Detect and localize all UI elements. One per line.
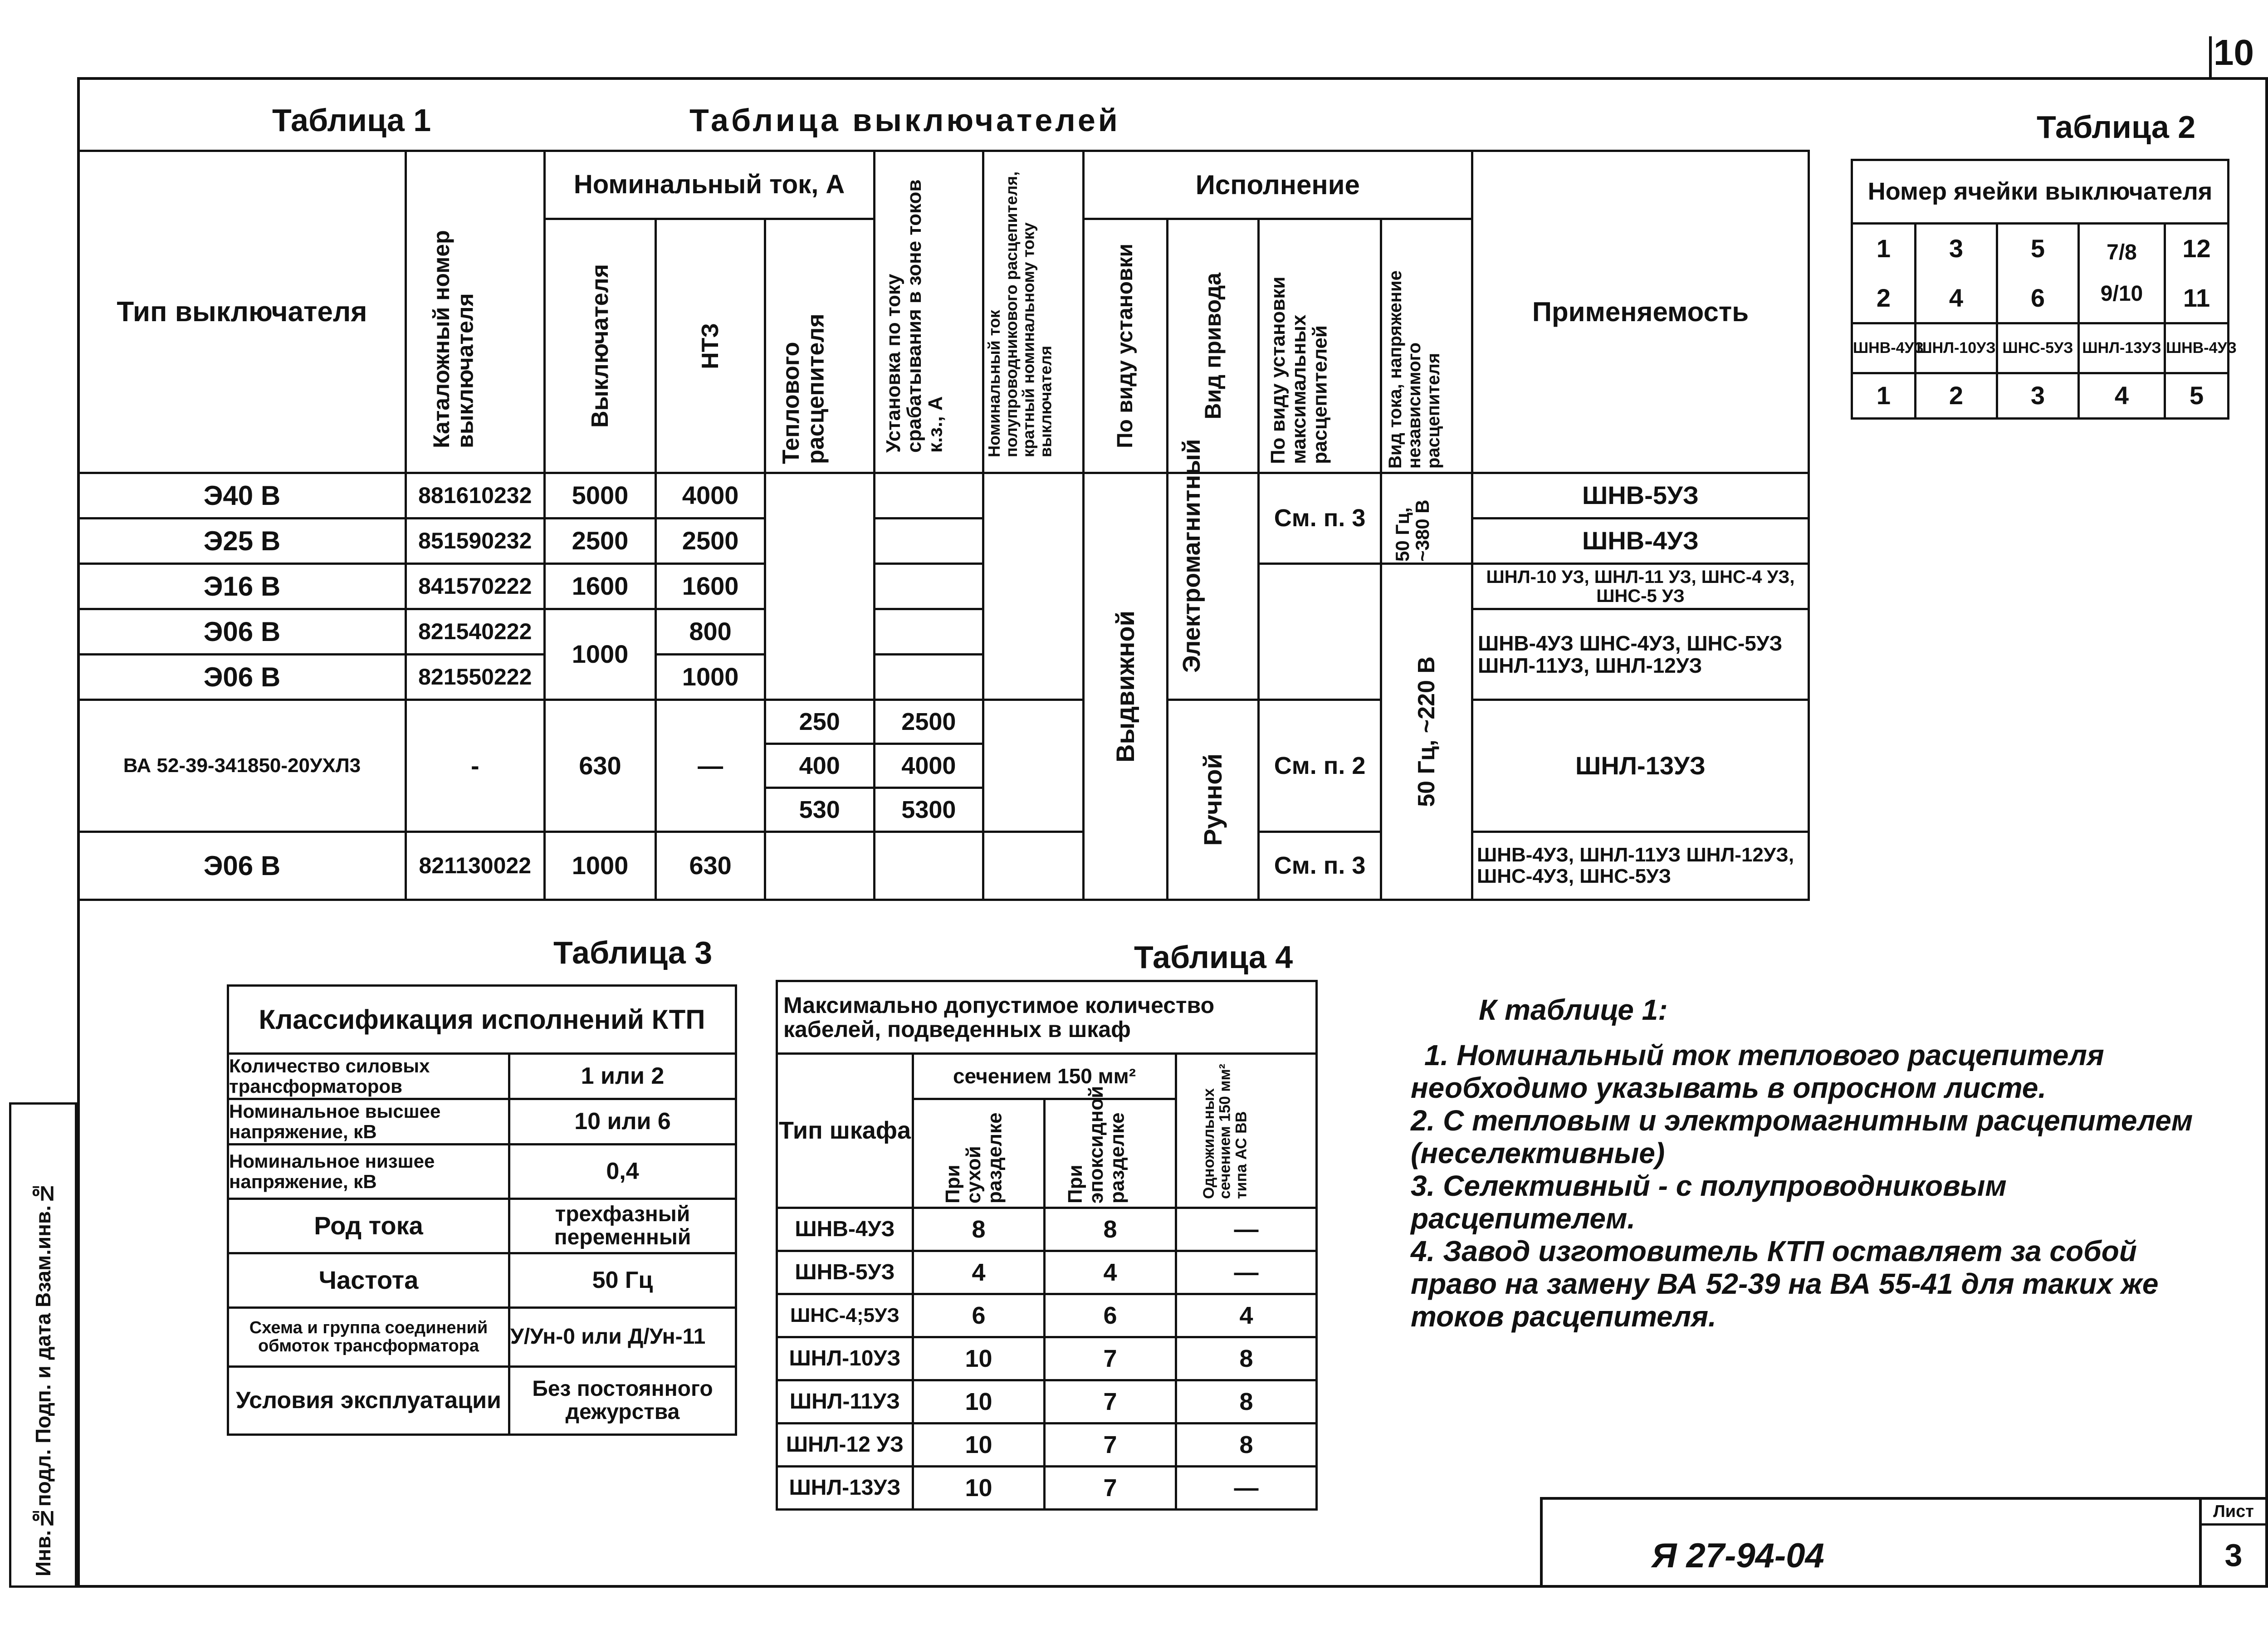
- table2-title: Таблица 2: [2037, 109, 2196, 145]
- t4-row-type: ШНЛ-10УЗ: [777, 1337, 913, 1380]
- t1-row6-ktz: —: [656, 700, 765, 832]
- t1-row2-use: ШНВ-4УЗ: [1472, 519, 1809, 564]
- t1-header-type: Тип выключателя: [78, 151, 406, 473]
- t1-row2-setting: [874, 519, 983, 564]
- t4-row-single: —: [1176, 1251, 1317, 1294]
- sheet-label: Лист: [2202, 1500, 2265, 1526]
- t4-row-type: ШНВ-5УЗ: [777, 1251, 913, 1294]
- t1-header-catalog: Каталожный номер выключателя: [406, 151, 544, 473]
- t1-header-max-release: По виду установки максимальных расцепителей: [1258, 219, 1381, 473]
- t4-row-type: ШНЛ-13УЗ: [777, 1467, 913, 1510]
- t4-row-single: 8: [1176, 1380, 1317, 1424]
- t1-row6-use: ШНЛ-13УЗ: [1472, 700, 1809, 832]
- t1-row6-catalog: -: [406, 700, 544, 832]
- page-number-tick: [2209, 36, 2212, 77]
- t1-row4-type: Э06 В: [78, 609, 406, 655]
- note-line: расцепителем.: [1411, 1202, 1636, 1235]
- t1-volt1: 50 Гц, ~380 В: [1381, 473, 1472, 564]
- note-line: 1. Номинальный ток теплового расцепителя: [1424, 1039, 2104, 1071]
- t3-row-value: Без постоянного дежурства: [509, 1367, 736, 1435]
- t1-see3b: См. п. 3: [1258, 832, 1381, 900]
- t1-row1-ktz: 4000: [656, 473, 765, 519]
- t2-cell-2: 3 4: [1916, 224, 1997, 323]
- t1-header-thermal: Теплового расцепителя: [765, 219, 874, 473]
- t4-row-single: —: [1176, 1208, 1317, 1251]
- t1-drive-manual: Ручной: [1168, 700, 1259, 900]
- t4-row-single: —: [1176, 1467, 1317, 1510]
- t1-row4-breaker: 1000: [544, 609, 656, 700]
- t1-row3-catalog: 841570222: [406, 564, 544, 609]
- t1-thermal-530: 530: [799, 796, 840, 823]
- t4-header: Максимально допустимое количество кабелей, подведенных в шкаф: [777, 981, 1317, 1054]
- t1-row7-ktz: 630: [656, 832, 765, 900]
- t3-row-value: 50 Гц: [509, 1253, 736, 1308]
- t1-row1-breaker: 5000: [544, 473, 656, 519]
- t1-header-use: Применяемость: [1472, 151, 1809, 473]
- t4-row-type: ШНС-4;5УЗ: [777, 1294, 913, 1337]
- t3-row-key: Род тока: [228, 1199, 509, 1253]
- t4-col-epoxy: При эпоксидной разделке: [1045, 1099, 1176, 1208]
- t1-header-nominal: Номинальный ток, А: [544, 151, 874, 219]
- t1-row2-breaker: 2500: [544, 519, 656, 564]
- t2-cell-3: 5 6: [1997, 224, 2079, 323]
- t3-row-value: 1 или 2: [509, 1054, 736, 1099]
- t2-num-1: 1: [1852, 373, 1916, 419]
- t4-col-section: сечением 150 мм²: [913, 1054, 1176, 1099]
- t2-num-3: 3: [1997, 373, 2079, 419]
- t1-ratio-empty: [983, 473, 1084, 700]
- table4-title: Таблица 4: [1134, 939, 1293, 975]
- t2-cell-4: 7/8 9/10: [2079, 224, 2165, 323]
- t4-col-type: Тип шкафа: [777, 1054, 913, 1208]
- t3-row-key: Количество силовых трансформаторов: [228, 1054, 509, 1099]
- t2-num-4: 4: [2079, 373, 2165, 419]
- t1-row6-type: ВА 52-39-341850-20УХЛ3: [78, 700, 406, 832]
- t4-col-single: Одножильных сечением 150 мм² типа АС ВВ: [1176, 1054, 1317, 1208]
- t1-see3a: См. п. 3: [1258, 473, 1381, 564]
- t4-row-epoxy: 7: [1045, 1424, 1176, 1467]
- t1-row1-type: Э40 В: [78, 473, 406, 519]
- notes-title: К таблице 1:: [1479, 993, 1668, 1026]
- t3-header: Классификация исполнений КТП: [228, 986, 736, 1054]
- t1-see2: См. п. 2: [1258, 700, 1381, 832]
- t4-row-epoxy: 4: [1045, 1251, 1176, 1294]
- note-line: необходимо указывать в опросном листе.: [1411, 1071, 2047, 1104]
- t4-row-type: ШНЛ-12 УЗ: [777, 1424, 913, 1467]
- t1-row4-ktz: 800: [656, 609, 765, 655]
- t1-volt2: 50 Гц, ~220 В: [1381, 564, 1472, 900]
- t1-setting-2500: 2500: [875, 701, 982, 745]
- t2-cell-5: 12 11: [2165, 224, 2229, 323]
- t1-row7-setting: [874, 832, 983, 900]
- t4-row-dry: 10: [913, 1424, 1045, 1467]
- t1-header-setting: Установка по току срабатывания в зоне токов к.з., А: [874, 151, 983, 473]
- t1-thermal-empty: [765, 473, 874, 700]
- t1-row1-use: ШНВ-5УЗ: [1472, 473, 1809, 519]
- notes-block: [1411, 1039, 2193, 1333]
- t3-row-value: 10 или 6: [509, 1099, 736, 1145]
- t1-row1-catalog: 881610232: [406, 473, 544, 519]
- t1-thermal-250: 250: [766, 701, 873, 745]
- t3-row-value: 0,4: [509, 1145, 736, 1199]
- t4-row-epoxy: 8: [1045, 1208, 1176, 1251]
- t3-row-key: Схема и группа соединений обмоток трансформатора: [228, 1308, 509, 1367]
- t1-row4-use: ШНВ-4УЗ ШНС-4УЗ, ШНС-5УЗ ШНЛ-11УЗ, ШНЛ-12УЗ: [1472, 609, 1809, 700]
- t1-row5-setting: [874, 655, 983, 700]
- t4-row-single: 8: [1176, 1337, 1317, 1380]
- table1-title: Таблица 1: [272, 103, 431, 138]
- t4-row-type: ШНВ-4УЗ: [777, 1208, 913, 1251]
- sheet-box: [2199, 1500, 2265, 1585]
- note-line: 3. Селективный - с полупроводниковым: [1411, 1169, 2007, 1202]
- doc-code: Я 27-94-04: [1652, 1536, 1824, 1575]
- t1-header-execution: Исполнение: [1083, 151, 1472, 219]
- t1-row3-type: Э16 В: [78, 564, 406, 609]
- t1-install-value: Выдвижной: [1083, 473, 1167, 900]
- t3-row-value: трехфазный переменный: [509, 1199, 736, 1253]
- t1-header-ktz: НТЗ: [656, 219, 765, 473]
- t1-row5-catalog: 821550222: [406, 655, 544, 700]
- t1-row5-ktz: 1000: [656, 655, 765, 700]
- page-number: 10: [2214, 32, 2254, 73]
- t4-row-dry: 8: [913, 1208, 1045, 1251]
- t4-row-type: ШНЛ-11УЗ: [777, 1380, 913, 1424]
- t1-row6-ratio: [983, 700, 1084, 832]
- t1-row4-catalog: 821540222: [406, 609, 544, 655]
- note-line: право на замену ВА 52-39 на ВА 55-41 для таких же: [1411, 1267, 2159, 1300]
- t1-row7-ratio: [983, 832, 1084, 900]
- t3-row-value: У/Ун-0 или Д/Ун-11: [509, 1308, 736, 1367]
- t1-row3-use: ШНЛ-10 УЗ, ШНЛ-11 УЗ, ШНС-4 УЗ, ШНС-5 УЗ: [1472, 564, 1809, 609]
- t3-row-key: Условия эксплуатации: [228, 1367, 509, 1435]
- t1-row2-ktz: 2500: [656, 519, 765, 564]
- t1-row7-type: Э06 В: [78, 832, 406, 900]
- side-stamp: Инв.№подл. Подп. и дата Взам.инв.№: [9, 1102, 77, 1588]
- t1-thermal-400: 400: [766, 745, 873, 789]
- t4-row-dry: 10: [913, 1380, 1045, 1424]
- t3-row-key: Номинальное высшее напряжение, кВ: [228, 1099, 509, 1145]
- t1-row3-ktz: 1600: [656, 564, 765, 609]
- t2-type-2: ШНЛ-10УЗ: [1916, 323, 1997, 373]
- title-block: [1540, 1497, 2268, 1588]
- t4-row-epoxy: 7: [1045, 1380, 1176, 1424]
- t1-max-release-empty: [1258, 564, 1381, 700]
- table3: [227, 984, 737, 1436]
- t2-header: Номер ячейки выключателя: [1852, 160, 2229, 224]
- note-line: 2. С тепловым и электромагнитным расцепителем: [1411, 1104, 2193, 1137]
- t1-row2-catalog: 851590232: [406, 519, 544, 564]
- table1: [77, 150, 1810, 901]
- t1-row7-thermal: [765, 832, 874, 900]
- t4-row-dry: 10: [913, 1467, 1045, 1510]
- t4-col-dry: При сухой разделке: [913, 1099, 1045, 1208]
- t1-header-drive: Вид привода: [1168, 219, 1259, 473]
- t1-row1-setting: [874, 473, 983, 519]
- t4-row-epoxy: 7: [1045, 1467, 1176, 1510]
- t4-row-dry: 10: [913, 1337, 1045, 1380]
- t1-row2-type: Э25 В: [78, 519, 406, 564]
- t4-row-single: 8: [1176, 1424, 1317, 1467]
- t2-type-3: ШНС-5УЗ: [1997, 323, 2079, 373]
- t4-row-dry: 6: [913, 1294, 1045, 1337]
- t1-header-ind-release: Вид тока, напряжение независимого расцепителя: [1381, 219, 1472, 473]
- t2-type-1: ШНВ-4УЗ: [1852, 323, 1916, 373]
- t1-row4-setting: [874, 609, 983, 655]
- t1-row6-thermal: [765, 700, 874, 832]
- t1-setting-4000: 4000: [875, 745, 982, 789]
- t1-row6-breaker: 630: [544, 700, 656, 832]
- t2-type-4: ШНЛ-13УЗ: [2079, 323, 2165, 373]
- t1-row7-use: ШНВ-4УЗ, ШНЛ-11УЗ ШНЛ-12УЗ, ШНС-4УЗ, ШНС-5УЗ: [1472, 832, 1809, 900]
- t1-header-breaker: Выключателя: [544, 219, 656, 473]
- t4-row-epoxy: 6: [1045, 1294, 1176, 1337]
- t2-type-5: ШНВ-4УЗ: [2165, 323, 2229, 373]
- t1-row7-catalog: 821130022: [406, 832, 544, 900]
- t2-num-5: 5: [2165, 373, 2229, 419]
- t3-row-key: Номинальное низшее напряжение, кВ: [228, 1145, 509, 1199]
- table3-title: Таблица 3: [553, 935, 713, 970]
- table1-main-title: Таблица выключателей: [689, 103, 1120, 138]
- t2-cell-1: 1 2: [1852, 224, 1916, 323]
- t4-row-epoxy: 7: [1045, 1337, 1176, 1380]
- t1-setting-5300: 5300: [901, 796, 956, 823]
- t1-row5-type: Э06 В: [78, 655, 406, 700]
- t1-row7-breaker: 1000: [544, 832, 656, 900]
- t3-row-key: Частота: [228, 1253, 509, 1308]
- t2-num-2: 2: [1916, 373, 1997, 419]
- t4-row-single: 4: [1176, 1294, 1317, 1337]
- t1-row6-setting: [874, 700, 983, 832]
- t1-header-install: По виду установки: [1083, 219, 1167, 473]
- table4: [776, 980, 1318, 1511]
- t1-row3-breaker: 1600: [544, 564, 656, 609]
- note-line: токов расцепителя.: [1411, 1300, 1716, 1333]
- sheet-number: 3: [2224, 1537, 2243, 1573]
- t1-header-ratio: Номинальный ток полупроводникового расцепителя, кратный номинальному току выключателя: [983, 151, 1084, 473]
- t1-row3-setting: [874, 564, 983, 609]
- note-line: 4. Завод изготовитель КТП оставляет за собой: [1411, 1235, 2137, 1267]
- table2: [1851, 159, 2237, 420]
- t1-drive-em: Электромагнитный: [1168, 473, 1259, 700]
- note-line: (неселективные): [1411, 1137, 1665, 1169]
- t4-row-dry: 4: [913, 1251, 1045, 1294]
